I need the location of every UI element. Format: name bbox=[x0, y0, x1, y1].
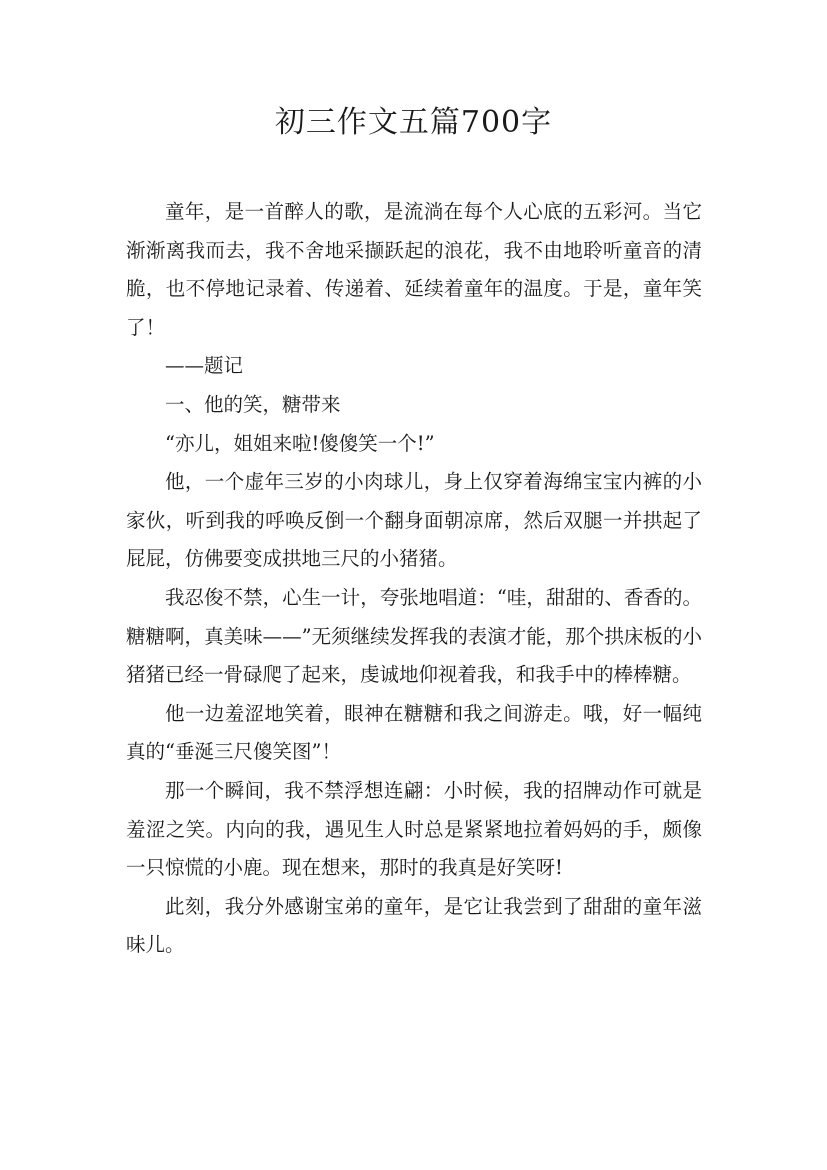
paragraph: 此刻，我分外感谢宝弟的童年，是它让我尝到了甜甜的童年滋味儿。 bbox=[126, 894, 702, 957]
document-body bbox=[126, 193, 702, 965]
section-heading: 一、他的笑，糖带来 bbox=[165, 392, 341, 416]
document-title: 初三作文五篇700字 bbox=[274, 105, 553, 140]
paragraph-epigraph-note: ——题记 bbox=[165, 354, 244, 378]
paragraph: 我忍俊不禁，心生一计，夸张地唱道：“哇，甜甜的、香香的。糖糖啊，真美味——”无须继续发挥我的表演才能，那个拱床板的小猪猪已经一骨碌爬了起来，虔诚地仰视着我，和我手中的棒棒糖。 bbox=[126, 585, 702, 687]
paragraph-quote: “亦儿，姐姐来啦!傻傻笑一个!” bbox=[165, 431, 435, 455]
paragraph-preface: 童年，是一首醉人的歌，是流淌在每个人心底的五彩河。当它渐渐离我而去，我不舍地采撷跃起的浪花，我不由地聆听童音的清脆，也不停地记录着、传递着、延续着童年的温度。于是，童年笑了！ bbox=[126, 200, 702, 339]
paragraph: 他一边羞涩地笑着，眼神在糖糖和我之间游走。哦，好一幅纯真的“垂涎三尺傻笑图”！ bbox=[126, 701, 702, 764]
paragraph: 他，一个虚年三岁的小肉球儿，身上仅穿着海绵宝宝内裤的小家伙，听到我的呼唤反倒一个翻身面朝凉席，然后双腿一并拱起了屁屁，仿佛要变成拱地三尺的小猪猪。 bbox=[126, 470, 702, 571]
paragraph: 那一个瞬间，我不禁浮想连翩：小时候，我的招牌动作可就是羞涩之笑。内向的我，遇见生人时总是紧紧地拉着妈妈的手，颇像一只惊慌的小鹿。现在想来，那时的我真是好笑呀! bbox=[126, 778, 702, 880]
